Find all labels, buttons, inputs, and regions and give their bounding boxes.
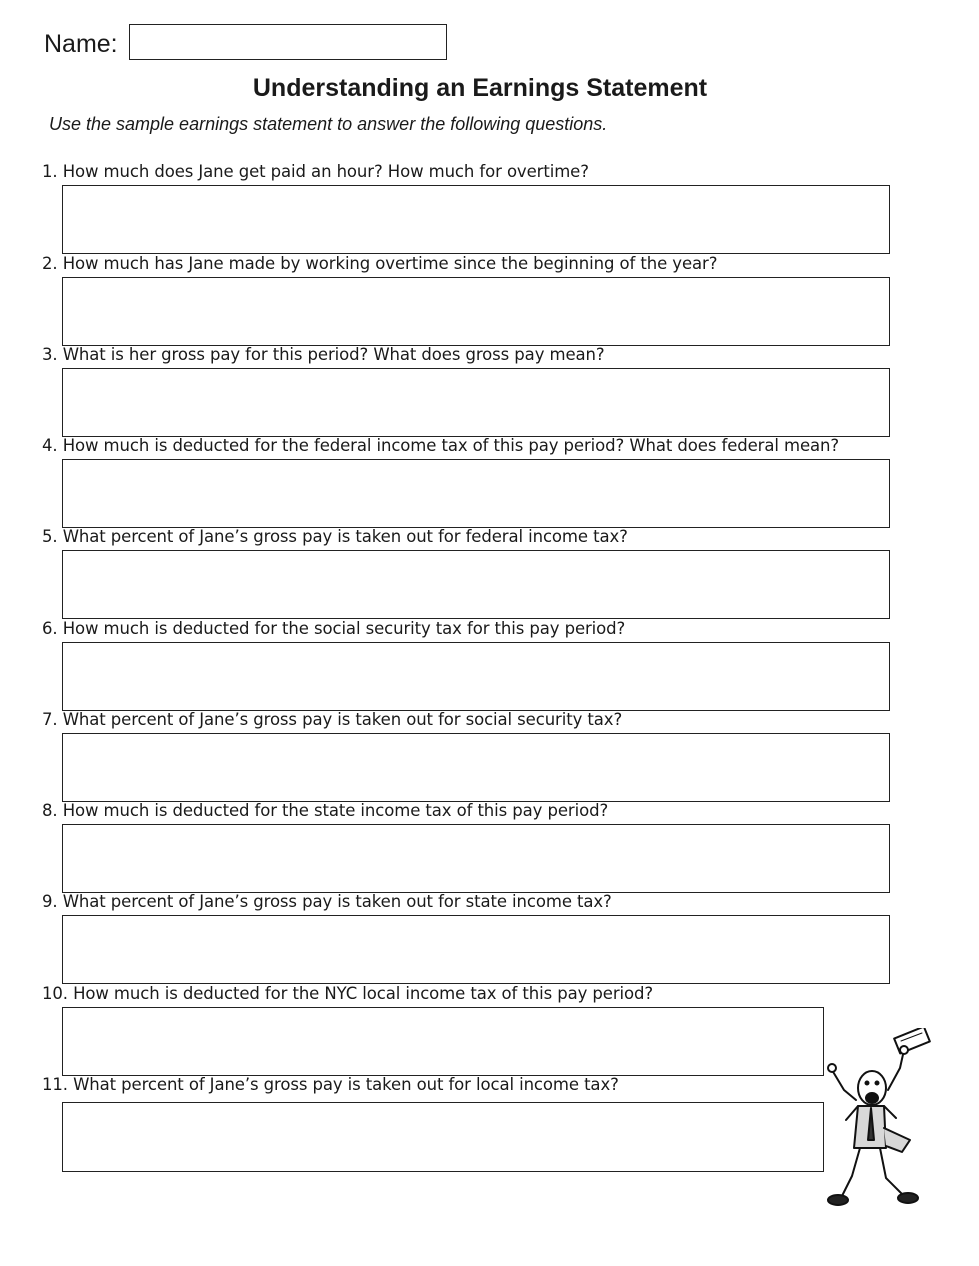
answer-box-7[interactable]	[62, 733, 890, 802]
page-title: Understanding an Earnings Statement	[252, 74, 708, 102]
cheering-man-with-paycheck-icon	[824, 1028, 934, 1213]
name-field[interactable]	[129, 24, 447, 60]
answer-box-6[interactable]	[62, 642, 890, 711]
answer-box-5[interactable]	[62, 550, 890, 619]
question-5-label: 5. What percent of Jane’s gross pay is taken out for federal income tax?	[42, 527, 628, 546]
question-8-label: 8. How much is deducted for the state income tax of this pay period?	[42, 801, 609, 820]
answer-box-3[interactable]	[62, 368, 890, 437]
answer-box-8[interactable]	[62, 824, 890, 893]
answer-box-4[interactable]	[62, 459, 890, 528]
answer-box-2[interactable]	[62, 277, 890, 346]
answer-box-11[interactable]	[62, 1102, 824, 1172]
question-2-label: 2. How much has Jane made by working overtime since the beginning of the year?	[42, 254, 718, 273]
answer-box-9[interactable]	[62, 915, 890, 984]
answer-box-10[interactable]	[62, 1007, 824, 1076]
question-1-label: 1. How much does Jane get paid an hour? How much for overtime?	[42, 162, 589, 181]
question-9-label: 9. What percent of Jane’s gross pay is taken out for state income tax?	[42, 892, 612, 911]
answer-box-1[interactable]	[62, 185, 890, 254]
question-4-label: 4. How much is deducted for the federal income tax of this pay period? What does federal mean?	[42, 436, 840, 455]
question-11-label: 11. What percent of Jane’s gross pay is taken out for local income tax?	[42, 1075, 619, 1094]
question-3-label: 3. What is her gross pay for this period? What does gross pay mean?	[42, 345, 605, 364]
question-10-label: 10. How much is deducted for the NYC local income tax of this pay period?	[42, 984, 654, 1003]
name-label: Name:	[44, 30, 118, 58]
question-7-label: 7. What percent of Jane’s gross pay is taken out for social security tax?	[42, 710, 623, 729]
question-6-label: 6. How much is deducted for the social security tax for this pay period?	[42, 619, 626, 638]
instructions-text: Use the sample earnings statement to answer the following questions.	[49, 114, 608, 134]
